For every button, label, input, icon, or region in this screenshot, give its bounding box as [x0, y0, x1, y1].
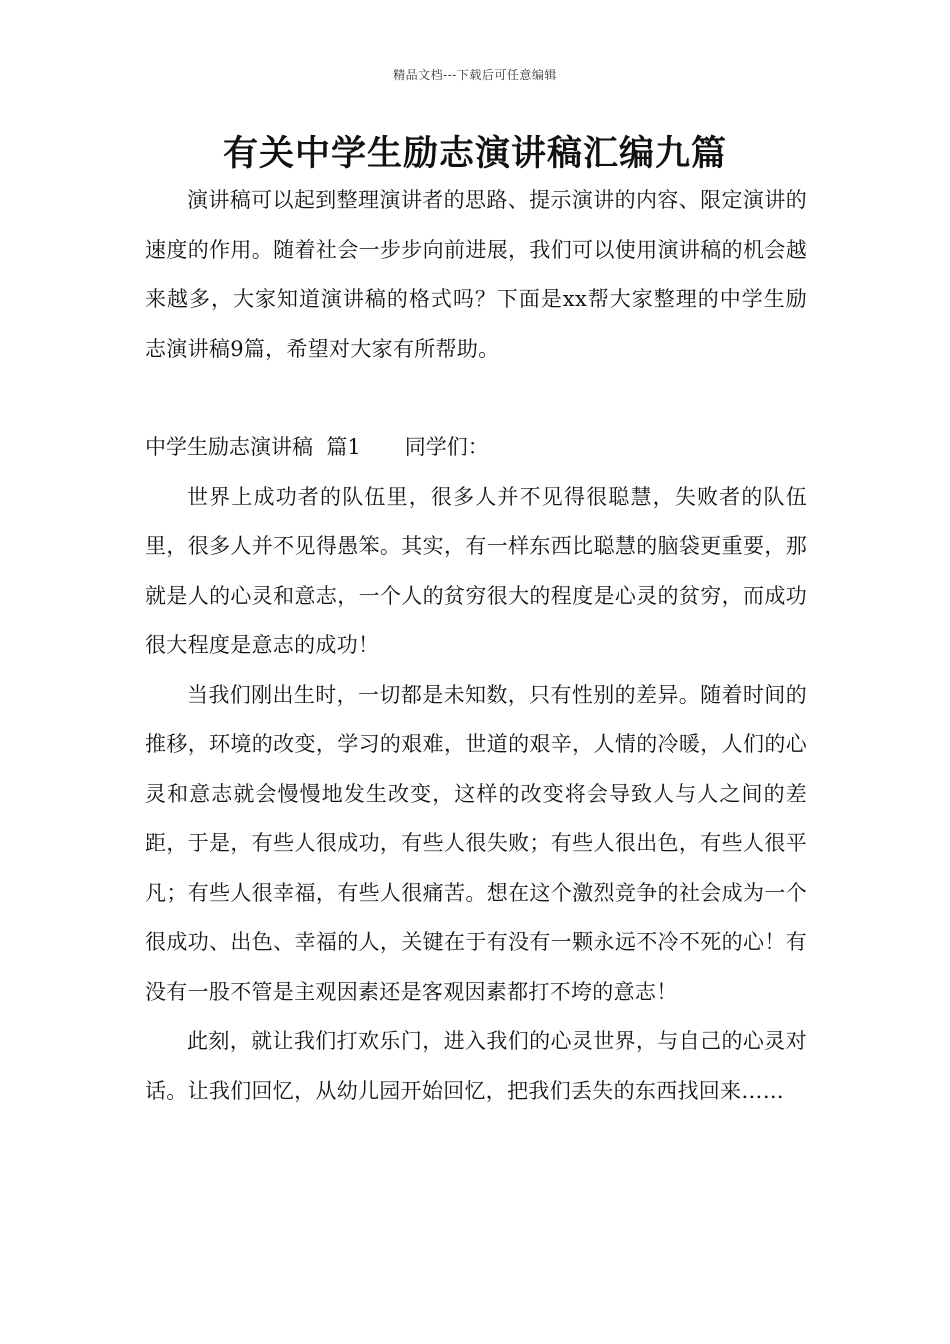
body-paragraph-2: 当我们刚出生时，一切都是未知数，只有性别的差异。随着时间的推移，环境的改变，学习的艰难，世道的艰辛，人情的冷暖，人们的心灵和意志就会慢慢地发生改变，这样的改变将会导致人与人之间的差距，于是，有些人很成功，有些人很失败；有些人很出色，有些人很平凡；有些人很幸福，有些人很痛苦。想在这个激烈竞争的社会成为一个很成功、出色、幸福的人，关键在于有没有一颗永远不冷不死的心！有没有一股不管是主观因素还是客观因素都打不垮的意志！ [145, 682, 807, 1004]
header-note: 精品文档---下载后可任意编辑 [393, 68, 557, 82]
section-greeting: 同学们： [404, 435, 489, 459]
document-title: 有关中学生励志演讲稿汇编九篇 [222, 134, 727, 174]
body-paragraph-3: 此刻，就让我们打欢乐门，进入我们的心灵世界，与自己的心灵对话。让我们回忆，从幼儿园开始回忆，把我们丢失的东西找回来…… [145, 1029, 807, 1103]
section-title: 中学生励志演讲稿 篇1 [145, 435, 361, 459]
document-body [145, 176, 807, 1116]
body-paragraph-1: 世界上成功者的队伍里，很多人并不见得很聪慧，失败者的队伍里，很多人并不见得愚笨。其实，有一样东西比聪慧的脑袋更重要，那就是人的心灵和意志，一个人的贫穷很大的程度是心灵的贫穷，而成功很大程度是意志的成功！ [145, 484, 807, 657]
intro-paragraph: 演讲稿可以起到整理演讲者的思路、提示演讲的内容、限定演讲的速度的作用。随着社会一步步向前进展，我们可以使用演讲稿的机会越来越多，大家知道演讲稿的格式吗？下面是xx帮大家整理的中学生励志演讲稿9篇，希望对大家有所帮助。 [145, 188, 807, 361]
section-heading [145, 423, 807, 473]
